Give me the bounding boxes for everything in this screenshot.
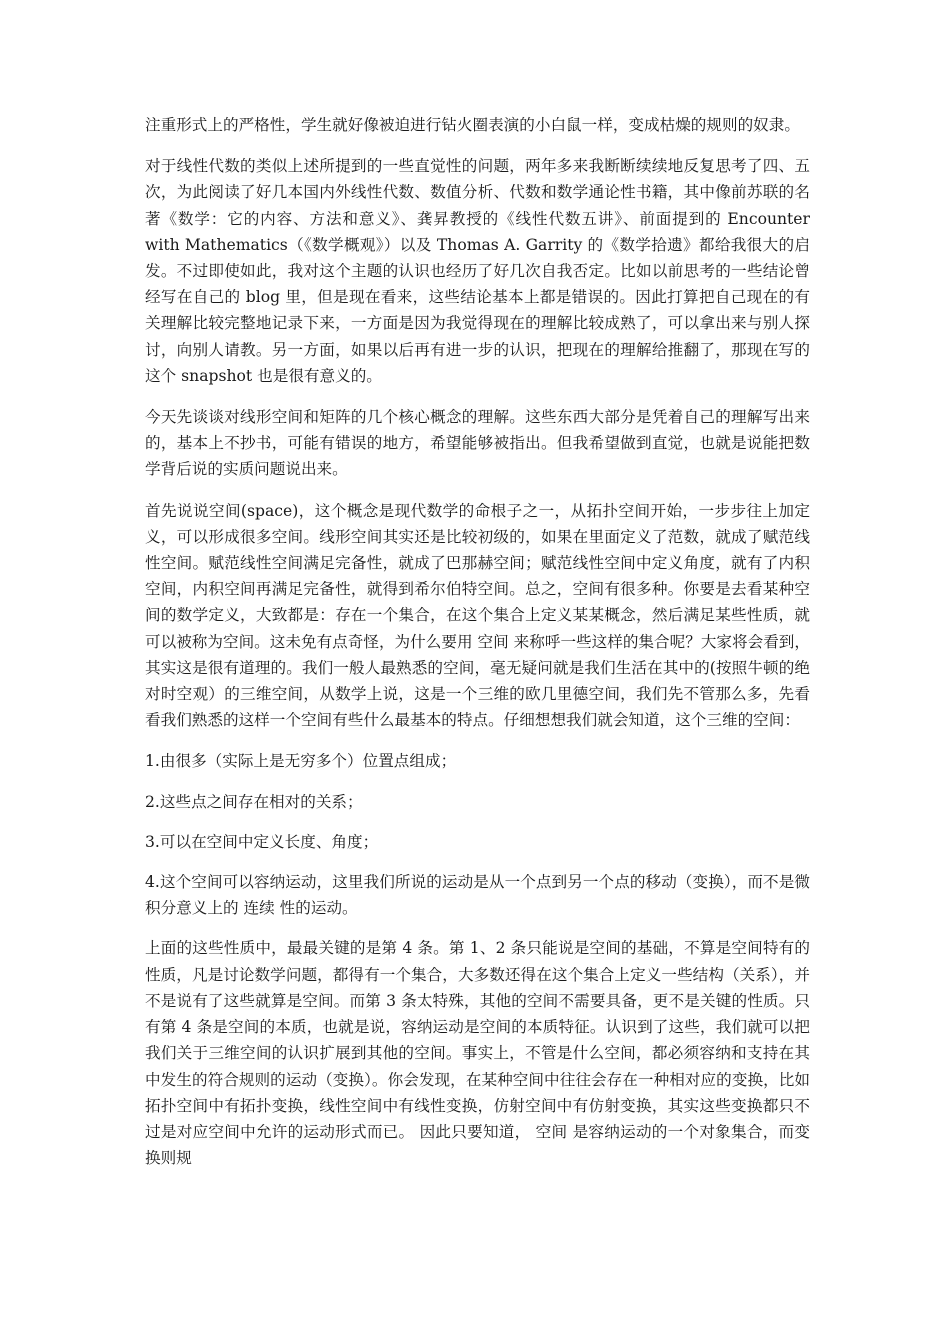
paragraph-closing: 上面的这些性质中，最最关键的是第 4 条。第 1、2 条只能说是空间的基础，不算是空间特有的性质，凡是讨论数学问题，都得有一个集合，大多数还得在这个集合上定义一些结构（关系），并不是说有了这些就算是空间。而第 3 条太特殊，其他的空间不需要具备，更不是关键的性质。只有第 4 条是空间的本质，也就是说，容纳运动是空间的本质特征。认识到了这些，我们就可以把我们关于三维空间的认识扩展到其他的空间。事实上，不管是什么空间，都必须容纳和支持在其中发生的符合规则的运动（变换）。你会发现，在某种空间中往往会存在一种相对应的变换，比如拓扑空间中有拓扑变换，线性空间中有线性变换，仿射空间中有仿射变换，其实这些变换都只不过是对应空间中允许的运动形式而已。 因此只要知道， 空间 是容纳运动的一个对象集合，而变换则规 xyxy=(145,939,810,1168)
paragraph-reflection: 对于线性代数的类似上述所提到的一些直觉性的问题，两年多来我断断续续地反复思考了四、五次，为此阅读了好几本国内外线性代数、数值分析、代数和数学通论性书籍，其中像前苏联的名著《数学：它的内容、方法和意义》、龚昇教授的《线性代数五讲》、前面提到的 Encounter with Mathematics（《数学概观》）以及 Thomas A. Garrity 的《数学拾遗》都给我很大的启发。不过即使如此，我对这个主题的认识也经历了好几次自我否定。比如以前思考的一些结论曾经写在自己的 blog 里，但是现在看来，这些结论基本上都是错误的。因此打算把自己现在的有关理解比较完整地记录下来，一方面是因为我觉得现在的理解比较成熟了，可以拿出来与别人探讨，向别人请教。另一方面，如果以后再有进一步的认识，把现在的理解给推翻了，那现在写的这个 snapshot 也是很有意义的。 xyxy=(145,157,810,385)
list-item-2: 2.这些点之间存在相对的关系； xyxy=(145,792,363,811)
paragraph-intro-fragment: 注重形式上的严格性，学生就好像被迫进行钻火圈表演的小白鼠一样，变成枯燥的规则的奴隶。 xyxy=(145,116,800,134)
document-body xyxy=(145,112,810,1186)
list-item-3: 3.可以在空间中定义长度、角度； xyxy=(145,832,379,851)
paragraph-topic: 今天先谈谈对线形空间和矩阵的几个核心概念的理解。这些东西大部分是凭着自己的理解写出来的，基本上不抄书，可能有错误的地方，希望能够被指出。但我希望做到直觉，也就是说能把数学背后说的实质问题说出来。 xyxy=(145,408,810,479)
list-item-1: 1.由很多（实际上是无穷多个）位置点组成； xyxy=(145,752,457,771)
paragraph-space-definition: 首先说说空间(space)，这个概念是现代数学的命根子之一，从拓扑空间开始，一步步往上加定义，可以形成很多空间。线形空间其实还是比较初级的，如果在里面定义了范数，就成了赋范线性空间。赋范线性空间满足完备性，就成了巴那赫空间；赋范线性空间中定义角度，就有了内积空间，内积空间再满足完备性，就得到希尔伯特空间。总之，空间有很多种。你要是去看某种空间的数学定义，大致都是：存在一个集合，在这个集合上定义某某概念，然后满足某些性质，就可以被称为空间。这未免有点奇怪，为什么要用 空间 来称呼一些这样的集合呢？大家将会看到，其实这是很有道理的。我们一般人最熟悉的空间，毫无疑问就是我们生活在其中的(按照牛顿的绝对时空观）的三维空间，从数学上说，这是一个三维的欧几里德空间，我们先不管那么多，先看看我们熟悉的这样一个空间有些什么最基本的特点。仔细想想我们就会知道，这个三维的空间： xyxy=(145,501,810,730)
list-item-4: 4.这个空间可以容纳运动，这里我们所说的运动是从一个点到另一个点的移动（变换），而不是微积分意义上的 连续 性的运动。 xyxy=(145,873,810,918)
